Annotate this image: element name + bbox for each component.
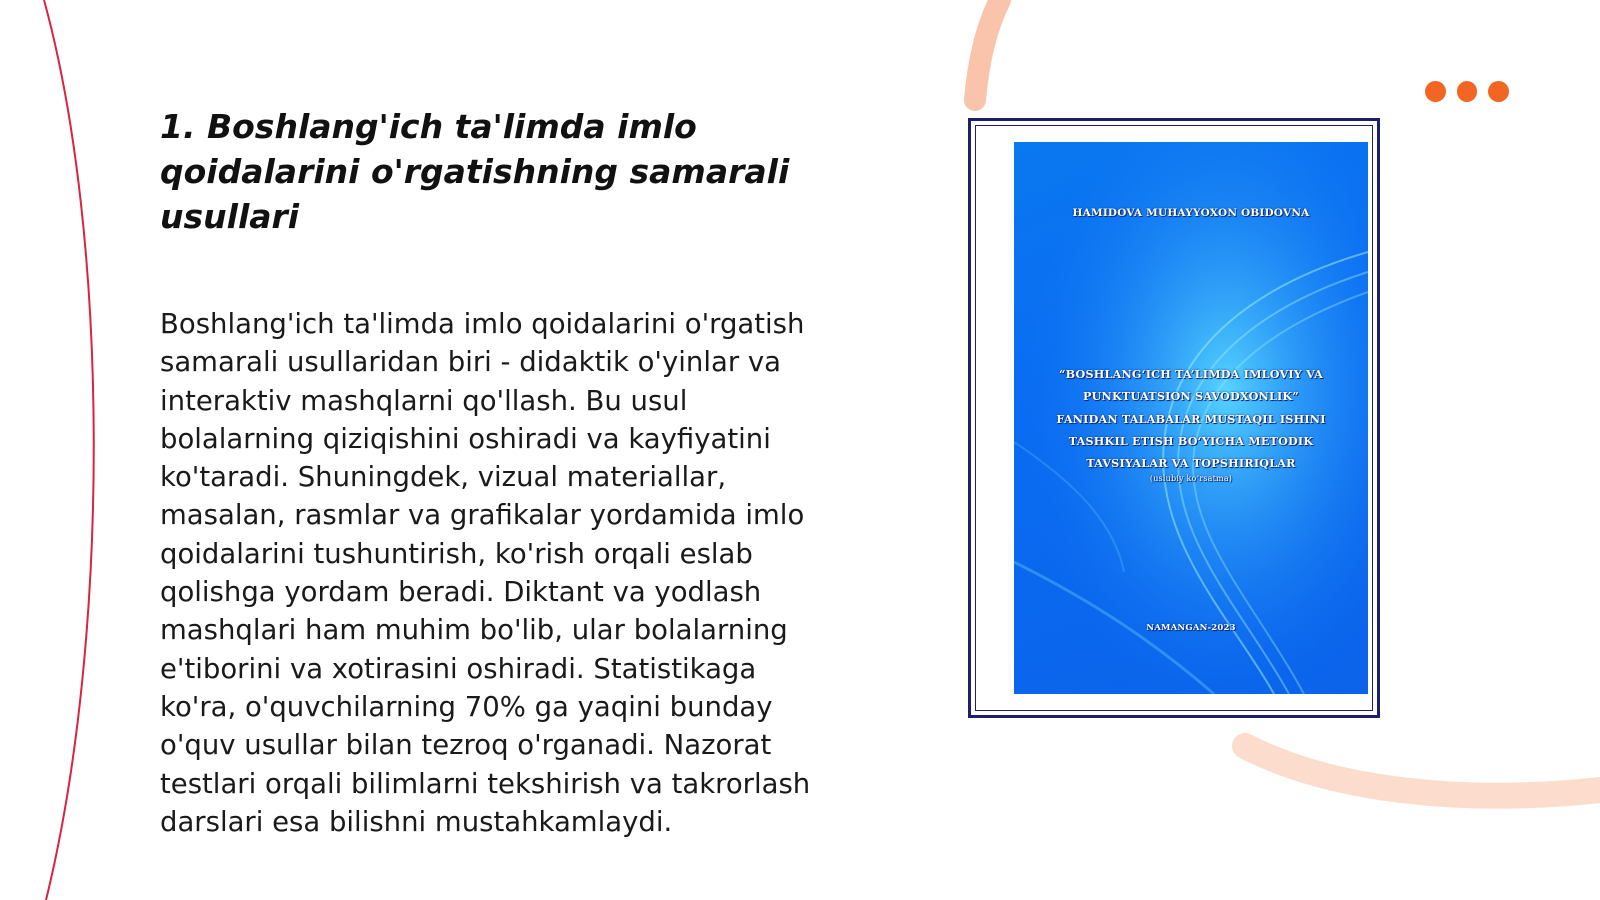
cover-city-year: NAMANGAN-2023 xyxy=(1146,623,1236,633)
more-dots-icon[interactable] xyxy=(1425,78,1509,104)
book-cover-image xyxy=(1014,142,1368,694)
cover-title: “BOSHLANG‘ICH TA’LIMDA IMLOVIY VA PUNKTUATSION SAVODXONLIK” FANIDAN TALABALAR MUSTAQIL ISHINI TASHKIL ETISH BO‘YICHA METODIK TAVSIYALAR VA TOPSHIRIQLAR xyxy=(1056,367,1326,471)
cover-author: HAMIDOVA MUHAYYOXON OBIDOVNA xyxy=(1072,207,1310,219)
slide-body-text: Boshlang'ich ta'limda imlo qoidalarini o'rgatish samarali usullaridan biri - didaktik o'yinlar va interaktiv mashqlarni qo'llash. Bu usul bolalarning qiziqishini oshiradi va kayfiyatini ko'taradi. Shuningdek, vizual materiallar, masalan, rasmlar va grafikalar yordamida imlo qoidalarini tushuntirish, ko'rish orqali eslab qolishga yordam beradi. Diktant va yodlash mashqlari ham muhim bo'lib, ular bolalarning e'tiborini va xotirasini oshiradi. Statistikaga ko'ra, o'quvchilarning 70% ga yaqini bunday o'quv usullar bilan tezroq o'rganadi. Nazorat testlari orqali bilimlarni tekshirish va takrorlash darslari esa bilishni mustahkamlaydi. xyxy=(160,308,811,838)
dot xyxy=(1488,81,1509,102)
top-arc-accent xyxy=(975,0,1000,100)
slide-title: 1. Boshlang'ich ta'limda imlo qoidalarini o'rgatishning samarali usullari xyxy=(160,107,790,236)
left-curve-line xyxy=(44,0,94,900)
cover-subtitle: (uslubiy ko’rsatma) xyxy=(1149,474,1233,483)
dot xyxy=(1425,81,1446,102)
bottom-arc-accent xyxy=(1245,746,1600,796)
dot xyxy=(1457,81,1478,102)
